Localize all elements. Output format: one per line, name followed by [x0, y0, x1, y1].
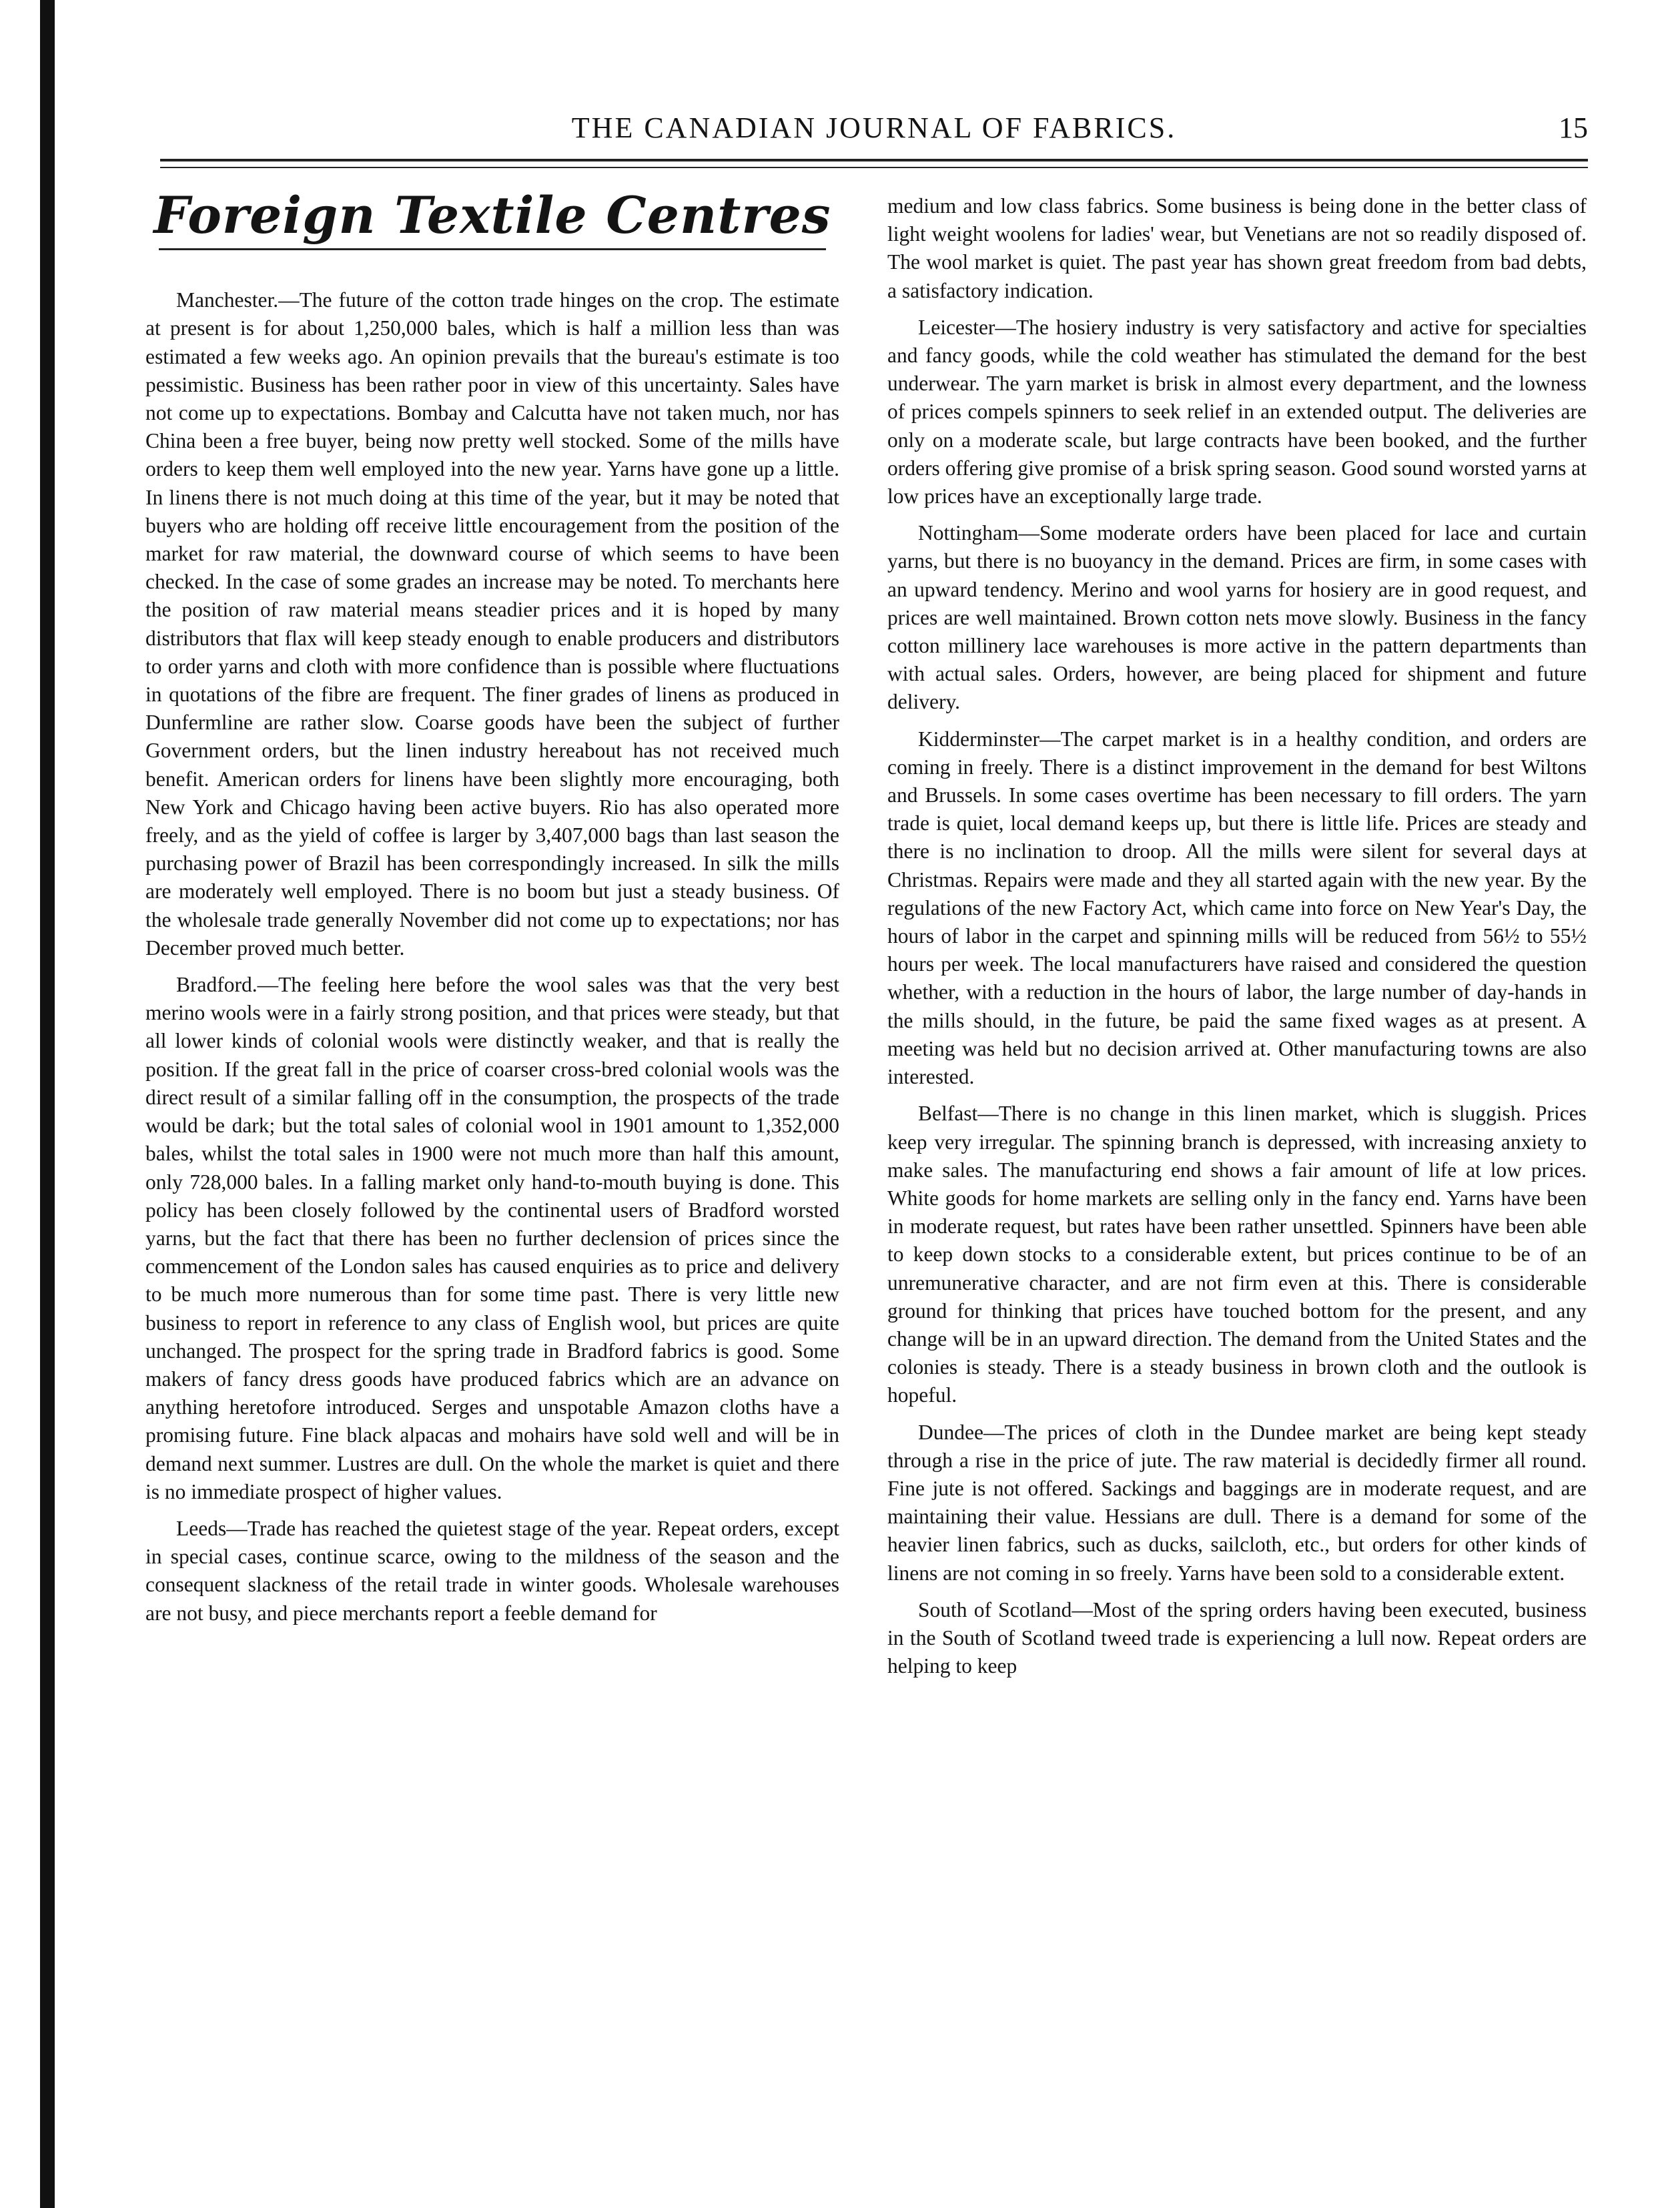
right-column	[887, 192, 1587, 1689]
paragraph-manchester: Manchester.—The future of the cotton trade hinges on the crop. The estimate at present is for about 1,250,000 bales, which is half a million less than was estimated a few weeks ago. An opinion prevails that the bureau's estimate is too pessimistic. Business has been rather poor in view of this uncertainty. Sales have not come up to expectations. Bombay and Calcutta have not taken much, nor has China been a free buyer, being now pretty well stocked. Some of the mills have orders to keep them well employed into the new year. Yarns have gone up a little. In linens there is not much doing at this time of the year, but it may be noted that buyers who are holding off receive little encouragement from the position of the market for raw material, the downward course of which seems to have been checked. In the case of some grades an increase may be noted. To merchants here the position of raw material means steadier prices and it is hoped by many distributors that flax will keep steady enough to enable producers and distributors to order yarns and cloth with more confidence than is possible where fluctuations in quotations of the fibre are frequent. The finer grades of linens as produced in Dunfermline are rather slow. Coarse goods have been the subject of further Government orders, but the linen industry hereabout has not received much benefit. American orders for linens have been slightly more encouraging, both New York and Chicago having been active buyers. Rio has also operated more freely, and as the yield of coffee is larger by 3,407,000 bags than last season the purchasing power of Brazil has been correspondingly increased. In silk the mills are moderately well employed. There is no boom but just a steady business. Of the wholesale trade generally November did not come up to expectations; nor has December proved much better.	[145, 288, 839, 960]
paragraph-leicester: Leicester—The hosiery industry is very satisfactory and active for specialties and fancy goods, while the cold weather has stimulated the demand for the best underwear. The yarn market is brisk in almost every department, and the lowness of prices compels spinners to seek relief in an extended output. The deliveries are only on a moderate scale, but large contracts have been booked, and the further orders offering give promise of a brisk spring season. Good sound worsted yarns at low prices have an exceptionally large trade.	[887, 315, 1587, 508]
left-column	[145, 187, 839, 1636]
page-number: 15	[1559, 111, 1588, 144]
page-binding-edge	[40, 0, 55, 2208]
paragraph-nottingham: Nottingham—Some moderate orders have been placed for lace and curtain yarns, but there is no buoyancy in the demand. Prices are firm, in some cases with an upward tendency. Merino and wool yarns for hosiery are in good request, and prices are well maintained. Brown cotton nets move slowly. Business in the fancy cotton millinery lace warehouses is more active in the pattern departments than with actual sales. Orders, however, are being placed for shipment and future delivery.	[887, 521, 1587, 714]
paragraph-dundee: Dundee—The prices of cloth in the Dundee market are being kept steady through a rise in the price of jute. The raw material is decidedly firmer all round. Fine jute is not offered. Sackings and baggings are in moderate request, and are maintaining their value. Hessians are dull. There is a demand for some of the heavier linen fabrics, such as ducks, sailcloth, etc., but orders for other kinds of linens are not coming in so freely. Yarns have been sold to a considerable extent.	[887, 1420, 1587, 1585]
header-rule-bottom	[160, 167, 1588, 168]
paragraph-kidderminster: Kidderminster—The carpet market is in a healthy condition, and orders are coming in freely. There is a distinct improvement in the demand for best Wiltons and Brussels. In some cases overtime has been necessary to fill orders. The yarn trade is quiet, local demand keeps up, but there is little life. Prices are steady and there is no inclination to droop. All the mills were silent for several days at Christmas. Repairs were made and they all started again with the new year. By the regulations of the new Factory Act, which came into force on New Year's Day, the hours of labor in the carpet and spinning mills will be reduced from 56½ to 55½ hours per week. The local manufacturers have raised and considered the question whether, with a reduction in the hours of labor, the large number of day-hands in the mills should, in the future, be paid the same fixed wages as at present. A meeting was held but no decision arrived at. Other manufacturing towns are also interested.	[887, 727, 1587, 1089]
paragraph-leeds: Leeds—Trade has reached the quietest stage of the year. Repeat orders, except in special cases, continue scarce, owing to the mildness of the season and the consequent slackness of the retail trade in winter goods. Wholesale warehouses are not busy, and piece merchants report a feeble demand for	[145, 1516, 839, 1625]
paragraph-bradford: Bradford.—The feeling here before the wool sales was that the very best merino wools were in a fairly strong position, and that prices were steady, but that all lower kinds of colonial wools were distinctly weaker, and that is really the position. If the great fall in the price of coarser cross-bred colonial wools was the direct result of a similar falling off in the consumption, the prospects of the trade would be dark; but the total sales of colonial wool in 1901 amount to 1,352,000 bales, whilst the total sales in 1900 were not much more than half this amount, only 728,000 bales. In a falling market only hand-to-mouth buying is done. This policy has been closely followed by the continental users of Bradford worsted yarns, but the fact that there has been no further declension of prices since the commencement of the London sales has caused enquiries as to price and delivery to be much more numerous than for some time past. There is very little new business to report in reference to any class of English wool, but prices are quite unchanged. The prospect for the spring trade in Bradford fabrics is good. Some makers of fancy dress goods have produced fabrics which are an advance on anything heretofore introduced. Serges and unspotable Amazon cloths have a promising future. Fine black alpacas and mohairs have sold well and will be in demand next summer. Lustres are dull. On the whole the market is quiet and there is no immediate prospect of higher values.	[145, 973, 839, 1503]
journal-title: THE CANADIAN JOURNAL OF FABRICS.	[571, 111, 1177, 144]
paragraph-south-of-scotland: South of Scotland—Most of the spring orders having been executed, business in the South of Scotland tweed trade is experiencing a lull now. Repeat orders are helping to keep	[887, 1597, 1587, 1678]
paragraph-belfast: Belfast—There is no change in this linen market, which is sluggish. Prices keep very irregular. The spinning branch is depressed, with increasing anxiety to make sales. The manufacturing end shows a fair amount of life at low prices. White goods for home markets are selling only in the fancy end. Yarns have been in moderate request, but rates have been rather unsettled. Spinners have been able to keep down stocks to a considerable extent, but prices continue to be of an unremunerative character, and are not firm even at this. There is considerable ground for thinking that prices have touched bottom for the present, and any change will be in an upward direction. The demand from the United States and the colonies is steady. There is a steady business in brown cloth and the outlook is hopeful.	[887, 1102, 1587, 1407]
header-rule-top	[160, 159, 1588, 161]
heading-rule	[159, 248, 826, 250]
article-heading: Foreign Textile Centres	[153, 186, 831, 245]
paragraph-leeds-continued: medium and low class fabrics. Some business is being done in the better class of light weight woolens for ladies' wear, but Venetians are not so readily disposed of. The wool market is quiet. The past year has shown great freedom from bad debts, a satisfactory indication.	[887, 194, 1587, 302]
running-header	[160, 107, 1588, 153]
